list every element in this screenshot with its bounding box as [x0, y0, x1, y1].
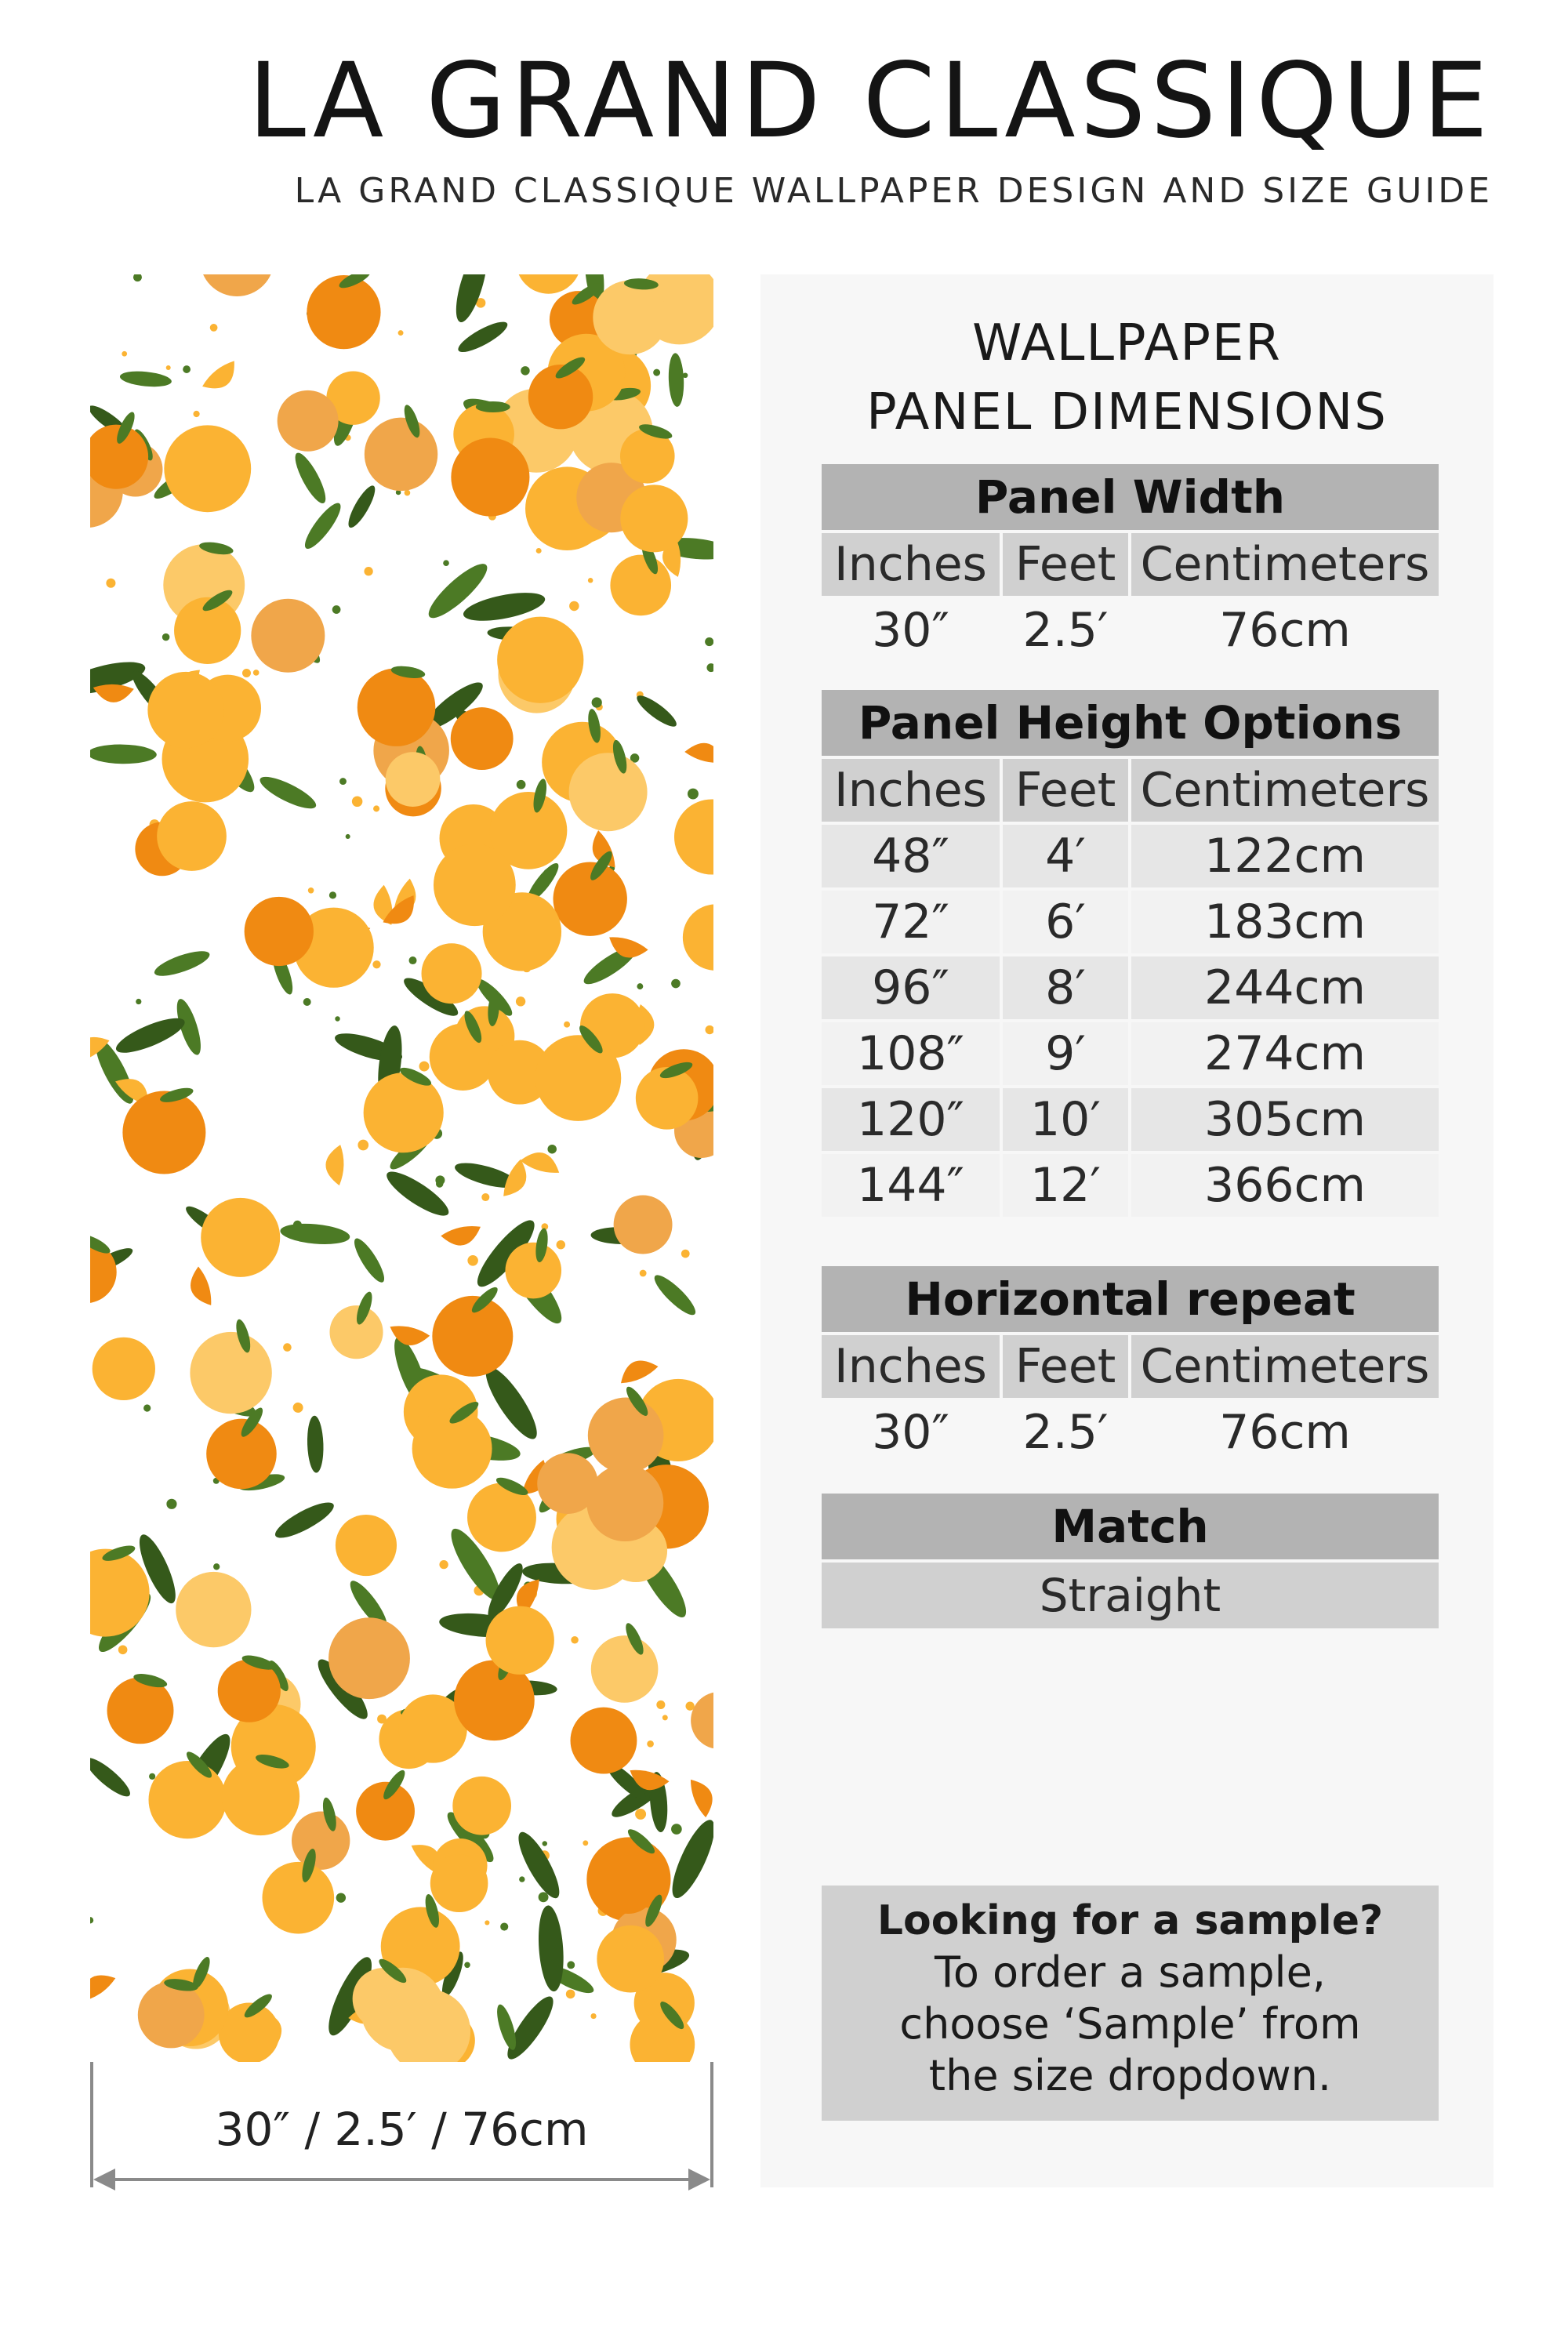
- orange-fruit-icon: [251, 599, 325, 673]
- orange-fruit-icon: [278, 390, 339, 452]
- orange-fruit-icon: [674, 799, 713, 874]
- orange-segment-icon: [93, 684, 134, 703]
- orange-fruit-icon: [365, 418, 437, 491]
- panel-height-heading: Panel Height Options: [822, 690, 1439, 756]
- pattern-dot: [485, 1920, 489, 1925]
- dimensions-title-line2: PANEL DIMENSIONS: [866, 383, 1388, 441]
- width-inches: 30″: [872, 603, 949, 658]
- height-centimeters: 244cm: [1131, 956, 1439, 1019]
- pattern-dot: [335, 1016, 339, 1021]
- pattern-dot: [435, 1175, 445, 1185]
- wallpaper-panel-preview: [90, 274, 713, 2062]
- column-header-row: [822, 759, 1439, 822]
- pattern-dot: [671, 1824, 682, 1835]
- pattern-dot: [336, 1893, 346, 1902]
- arrow-right-icon: [688, 2169, 710, 2190]
- horizontal-repeat-heading: Horizontal repeat: [822, 1266, 1439, 1332]
- pattern-dot: [90, 1917, 93, 1923]
- pattern-dot: [398, 330, 404, 336]
- table-row: [822, 1154, 1439, 1217]
- orange-fruit-icon: [430, 1023, 496, 1090]
- height-inches: 48″: [822, 825, 1000, 887]
- pattern-dot: [253, 670, 260, 676]
- pattern-dot: [640, 1270, 647, 1277]
- column-header-feet: Feet: [1003, 1335, 1128, 1398]
- height-centimeters: 274cm: [1131, 1022, 1439, 1085]
- table-row: [822, 599, 1439, 662]
- column-header-feet: Feet: [1003, 759, 1128, 822]
- orange-fruit-icon: [245, 897, 314, 966]
- pattern-dot: [193, 411, 199, 417]
- repeat-feet: 2.5′: [1022, 1405, 1109, 1460]
- leaf-icon: [152, 946, 212, 981]
- pattern-dot: [405, 490, 411, 496]
- orange-fruit-icon: [683, 904, 713, 971]
- pattern-dot: [346, 834, 350, 839]
- panel-width-table: [822, 464, 1439, 665]
- orange-fruit-icon: [497, 617, 583, 703]
- leaf-icon: [290, 449, 331, 506]
- leaf-icon: [299, 499, 346, 553]
- pattern-dot: [443, 560, 449, 566]
- pattern-dot: [149, 1773, 155, 1780]
- pattern-dot: [293, 1403, 303, 1413]
- column-header-inches: Inches: [822, 1335, 1000, 1398]
- height-centimeters: 305cm: [1131, 1088, 1439, 1151]
- pattern-dot: [143, 1404, 151, 1411]
- pattern-dot: [122, 351, 127, 357]
- pattern-dot: [242, 669, 251, 677]
- pattern-dot: [358, 1140, 368, 1151]
- orange-fruit-icon: [138, 1982, 205, 2049]
- pattern-dot: [706, 1025, 713, 1034]
- pattern-dot: [635, 1809, 646, 1820]
- orange-fruit-icon: [422, 943, 482, 1004]
- orange-segment-icon: [440, 1223, 484, 1250]
- height-inches: 96″: [822, 956, 1000, 1019]
- pattern-dot: [521, 366, 529, 375]
- pattern-dot: [557, 1240, 565, 1249]
- dimensions-title-line1: WALLPAPER: [972, 314, 1282, 372]
- pattern-dot: [590, 2013, 596, 2019]
- orange-fruit-icon: [691, 1692, 713, 1749]
- orange-fruit-icon: [614, 1196, 673, 1254]
- pattern-dot: [118, 1645, 128, 1654]
- orange-fruit-icon: [620, 485, 688, 552]
- orange-fruit-icon: [222, 1758, 299, 1835]
- brand-tagline: LA GRAND CLASSIQUE WALLPAPER DESIGN AND SIZE GUIDE: [294, 171, 1493, 211]
- table-row: [822, 1401, 1439, 1464]
- height-feet: 12′: [1003, 1154, 1128, 1217]
- pattern-dot: [688, 789, 699, 800]
- orange-fruit-icon: [451, 437, 529, 516]
- pattern-dot: [681, 1250, 690, 1258]
- pattern-dot: [569, 601, 579, 611]
- pattern-dot: [352, 797, 362, 807]
- pattern-dot: [183, 365, 191, 373]
- orange-segment-icon: [185, 1265, 215, 1310]
- orange-fruit-icon: [593, 281, 667, 355]
- pattern-dot: [662, 1715, 668, 1720]
- leaf-icon: [382, 1165, 454, 1222]
- horizontal-repeat-table: [822, 1266, 1439, 1467]
- repeat-inches: 30″: [872, 1405, 949, 1460]
- pattern-dot: [364, 567, 372, 575]
- pattern-dot: [705, 637, 713, 646]
- pattern-dot: [210, 324, 218, 332]
- pattern-dot: [647, 1740, 654, 1748]
- pattern-dot: [166, 365, 171, 370]
- orange-fruit-icon: [292, 1812, 350, 1870]
- orange-segment-icon: [684, 739, 713, 767]
- table-row: [822, 891, 1439, 953]
- leaf-icon: [256, 771, 320, 815]
- orange-fruit-icon: [336, 1515, 397, 1576]
- orange-fruit-icon: [600, 1857, 656, 1914]
- pattern-dot: [536, 548, 542, 554]
- pattern-dot: [706, 663, 713, 672]
- orange-fruit-icon: [200, 274, 274, 296]
- orange-fruit-icon: [591, 1635, 659, 1703]
- width-guide-line: [101, 2178, 702, 2181]
- table-row: [822, 825, 1439, 887]
- orange-fruit-icon: [358, 668, 436, 746]
- dimensions-title: [760, 309, 1494, 447]
- orange-fruit-icon: [149, 1761, 227, 1838]
- leaf-icon: [119, 369, 172, 389]
- orange-fruit-icon: [364, 1073, 444, 1152]
- pattern-dot: [564, 1022, 570, 1028]
- panel-width-indicator: [90, 2062, 713, 2187]
- pattern-dot: [516, 996, 525, 1006]
- pattern-dot: [308, 887, 314, 894]
- table-row: [822, 956, 1439, 1019]
- arrow-left-icon: [93, 2169, 115, 2190]
- panel-height-table: [822, 690, 1439, 1220]
- pattern-dot: [547, 1145, 557, 1154]
- height-centimeters: 366cm: [1131, 1154, 1439, 1217]
- match-heading: Match: [822, 1494, 1439, 1559]
- column-header-row: [822, 533, 1439, 596]
- pattern-dot: [566, 1990, 575, 1999]
- orange-fruit-icon: [586, 1465, 663, 1541]
- leaf-icon: [668, 353, 685, 407]
- orange-fruit-icon: [329, 1305, 383, 1359]
- orange-fruit-icon: [486, 1606, 554, 1675]
- orange-fruit-icon: [434, 844, 516, 926]
- leaf-icon: [90, 744, 157, 764]
- orange-fruit-icon: [537, 1453, 598, 1514]
- table-row: [822, 1022, 1439, 1085]
- pattern-dot: [162, 633, 169, 641]
- leaf-icon: [633, 691, 681, 731]
- height-feet: 9′: [1003, 1022, 1128, 1085]
- orange-fruit-icon: [190, 1332, 271, 1414]
- sample-heading: Looking for a sample?: [877, 1897, 1384, 1944]
- pattern-dot: [571, 1636, 578, 1643]
- height-feet: 6′: [1003, 891, 1128, 953]
- orange-fruit-icon: [571, 1708, 637, 1774]
- column-header-inches: Inches: [822, 759, 1000, 822]
- orange-fruit-icon: [147, 672, 223, 748]
- orange-fruit-icon: [597, 1926, 664, 1993]
- panel-width-heading: Panel Width: [822, 464, 1439, 530]
- column-header-centimeters: Centimeters: [1131, 533, 1439, 596]
- pattern-dot: [517, 780, 526, 789]
- orange-fruit-icon: [206, 1419, 277, 1490]
- pattern-dot: [213, 1563, 220, 1570]
- orange-pattern-image: [90, 274, 713, 2062]
- height-inches: 72″: [822, 891, 1000, 953]
- pattern-dot: [671, 979, 681, 989]
- orange-fruit-icon: [122, 1091, 205, 1174]
- height-centimeters: 183cm: [1131, 891, 1439, 953]
- orange-fruit-icon: [588, 1398, 664, 1474]
- leaf-icon: [450, 274, 493, 325]
- pattern-dot: [583, 1840, 588, 1846]
- orange-segment-icon: [325, 1145, 344, 1186]
- leaf-icon: [493, 2002, 520, 2052]
- pattern-dot: [539, 1892, 549, 1902]
- pattern-dot: [136, 999, 141, 1004]
- orange-segment-icon: [615, 1354, 660, 1387]
- pattern-dot: [653, 369, 660, 376]
- orange-fruit-icon: [554, 862, 627, 936]
- height-inches: 120″: [822, 1088, 1000, 1151]
- leaf-icon: [279, 1221, 350, 1247]
- leaf-icon: [455, 317, 511, 358]
- pattern-dot: [637, 983, 643, 989]
- orange-fruit-icon: [201, 1198, 280, 1277]
- column-header-inches: Inches: [822, 533, 1000, 596]
- leaf-icon: [307, 1415, 325, 1472]
- pattern-dot: [166, 1499, 176, 1509]
- pattern-dot: [567, 1961, 575, 1969]
- pattern-dot: [467, 1255, 478, 1266]
- orange-fruit-icon: [93, 1338, 155, 1400]
- orange-segment-icon: [200, 358, 243, 397]
- pattern-dot: [106, 579, 115, 588]
- brand-title: LA GRAND CLASSIQUE: [248, 41, 1493, 162]
- repeat-centimeters: 76cm: [1219, 1405, 1351, 1460]
- leaf-icon: [344, 483, 379, 531]
- pattern-dot: [656, 1700, 665, 1709]
- orange-fruit-icon: [176, 1572, 251, 1647]
- table-row: [822, 1088, 1439, 1151]
- orange-fruit-icon: [569, 753, 648, 831]
- orange-fruit-icon: [107, 1677, 174, 1744]
- leaf-icon: [90, 1753, 135, 1802]
- pattern-dot: [592, 697, 602, 707]
- orange-fruit-icon: [430, 1854, 488, 1912]
- pattern-dot: [588, 578, 593, 583]
- pattern-dot: [439, 1560, 448, 1569]
- pattern-dot: [329, 891, 336, 898]
- pattern-dot: [283, 1343, 292, 1352]
- orange-fruit-icon: [90, 1549, 150, 1637]
- pattern-dot: [373, 805, 379, 811]
- leaf-icon: [350, 1235, 389, 1286]
- match-value: Straight: [822, 1563, 1439, 1628]
- pattern-dot: [464, 1962, 470, 1969]
- orange-fruit-icon: [263, 1862, 335, 1934]
- orange-segment-icon: [687, 1774, 713, 1819]
- sample-text-line1: To order a sample,: [935, 1947, 1326, 1997]
- sample-text-line2: choose ‘Sample’ from: [899, 1999, 1361, 2049]
- height-feet: 10′: [1003, 1088, 1128, 1151]
- match-table: [822, 1494, 1439, 1628]
- pattern-dot: [339, 778, 347, 785]
- pattern-dot: [372, 960, 380, 968]
- leaf-icon: [512, 1828, 567, 1903]
- orange-fruit-icon: [164, 425, 251, 512]
- orange-fruit-icon: [386, 752, 441, 807]
- sample-info-box: [822, 1886, 1439, 2121]
- column-header-row: [822, 1335, 1439, 1398]
- orange-fruit-icon: [328, 1617, 410, 1699]
- pattern-dot: [332, 605, 341, 614]
- sample-text-line3: the size dropdown.: [928, 2051, 1332, 2100]
- height-centimeters: 122cm: [1131, 825, 1439, 887]
- orange-fruit-icon: [610, 555, 671, 616]
- orange-fruit-icon: [157, 801, 227, 871]
- leaf-icon: [112, 1011, 188, 1059]
- pattern-dot: [500, 1922, 508, 1930]
- pattern-dot: [408, 956, 416, 964]
- orange-fruit-icon: [452, 1777, 511, 1835]
- leaf-icon: [476, 401, 510, 412]
- leaf-icon: [271, 1497, 338, 1544]
- pattern-dot: [543, 1841, 547, 1846]
- orange-fruit-icon: [535, 1035, 622, 1121]
- column-header-centimeters: Centimeters: [1131, 759, 1439, 822]
- pattern-dot: [519, 1876, 524, 1882]
- height-inches: 144″: [822, 1154, 1000, 1217]
- column-header-feet: Feet: [1003, 533, 1128, 596]
- dimensions-card: [760, 274, 1494, 2187]
- height-feet: 4′: [1003, 825, 1128, 887]
- orange-fruit-icon: [516, 274, 581, 294]
- panel-width-label: 30″ / 2.5′ / 76cm: [215, 2103, 589, 2156]
- height-inches: 108″: [822, 1022, 1000, 1085]
- height-feet: 8′: [1003, 956, 1128, 1019]
- orange-segment-icon: [90, 1966, 118, 2005]
- orange-fruit-icon: [505, 1243, 561, 1299]
- column-header-centimeters: Centimeters: [1131, 1335, 1439, 1398]
- width-feet: 2.5′: [1022, 603, 1109, 658]
- orange-fruit-icon: [451, 707, 514, 770]
- pattern-dot: [303, 998, 311, 1006]
- leaf-icon: [650, 1270, 700, 1319]
- width-centimeters: 76cm: [1219, 603, 1351, 658]
- pattern-dot: [133, 274, 142, 281]
- pattern-dot: [481, 1193, 489, 1201]
- pattern-dot: [419, 1062, 430, 1072]
